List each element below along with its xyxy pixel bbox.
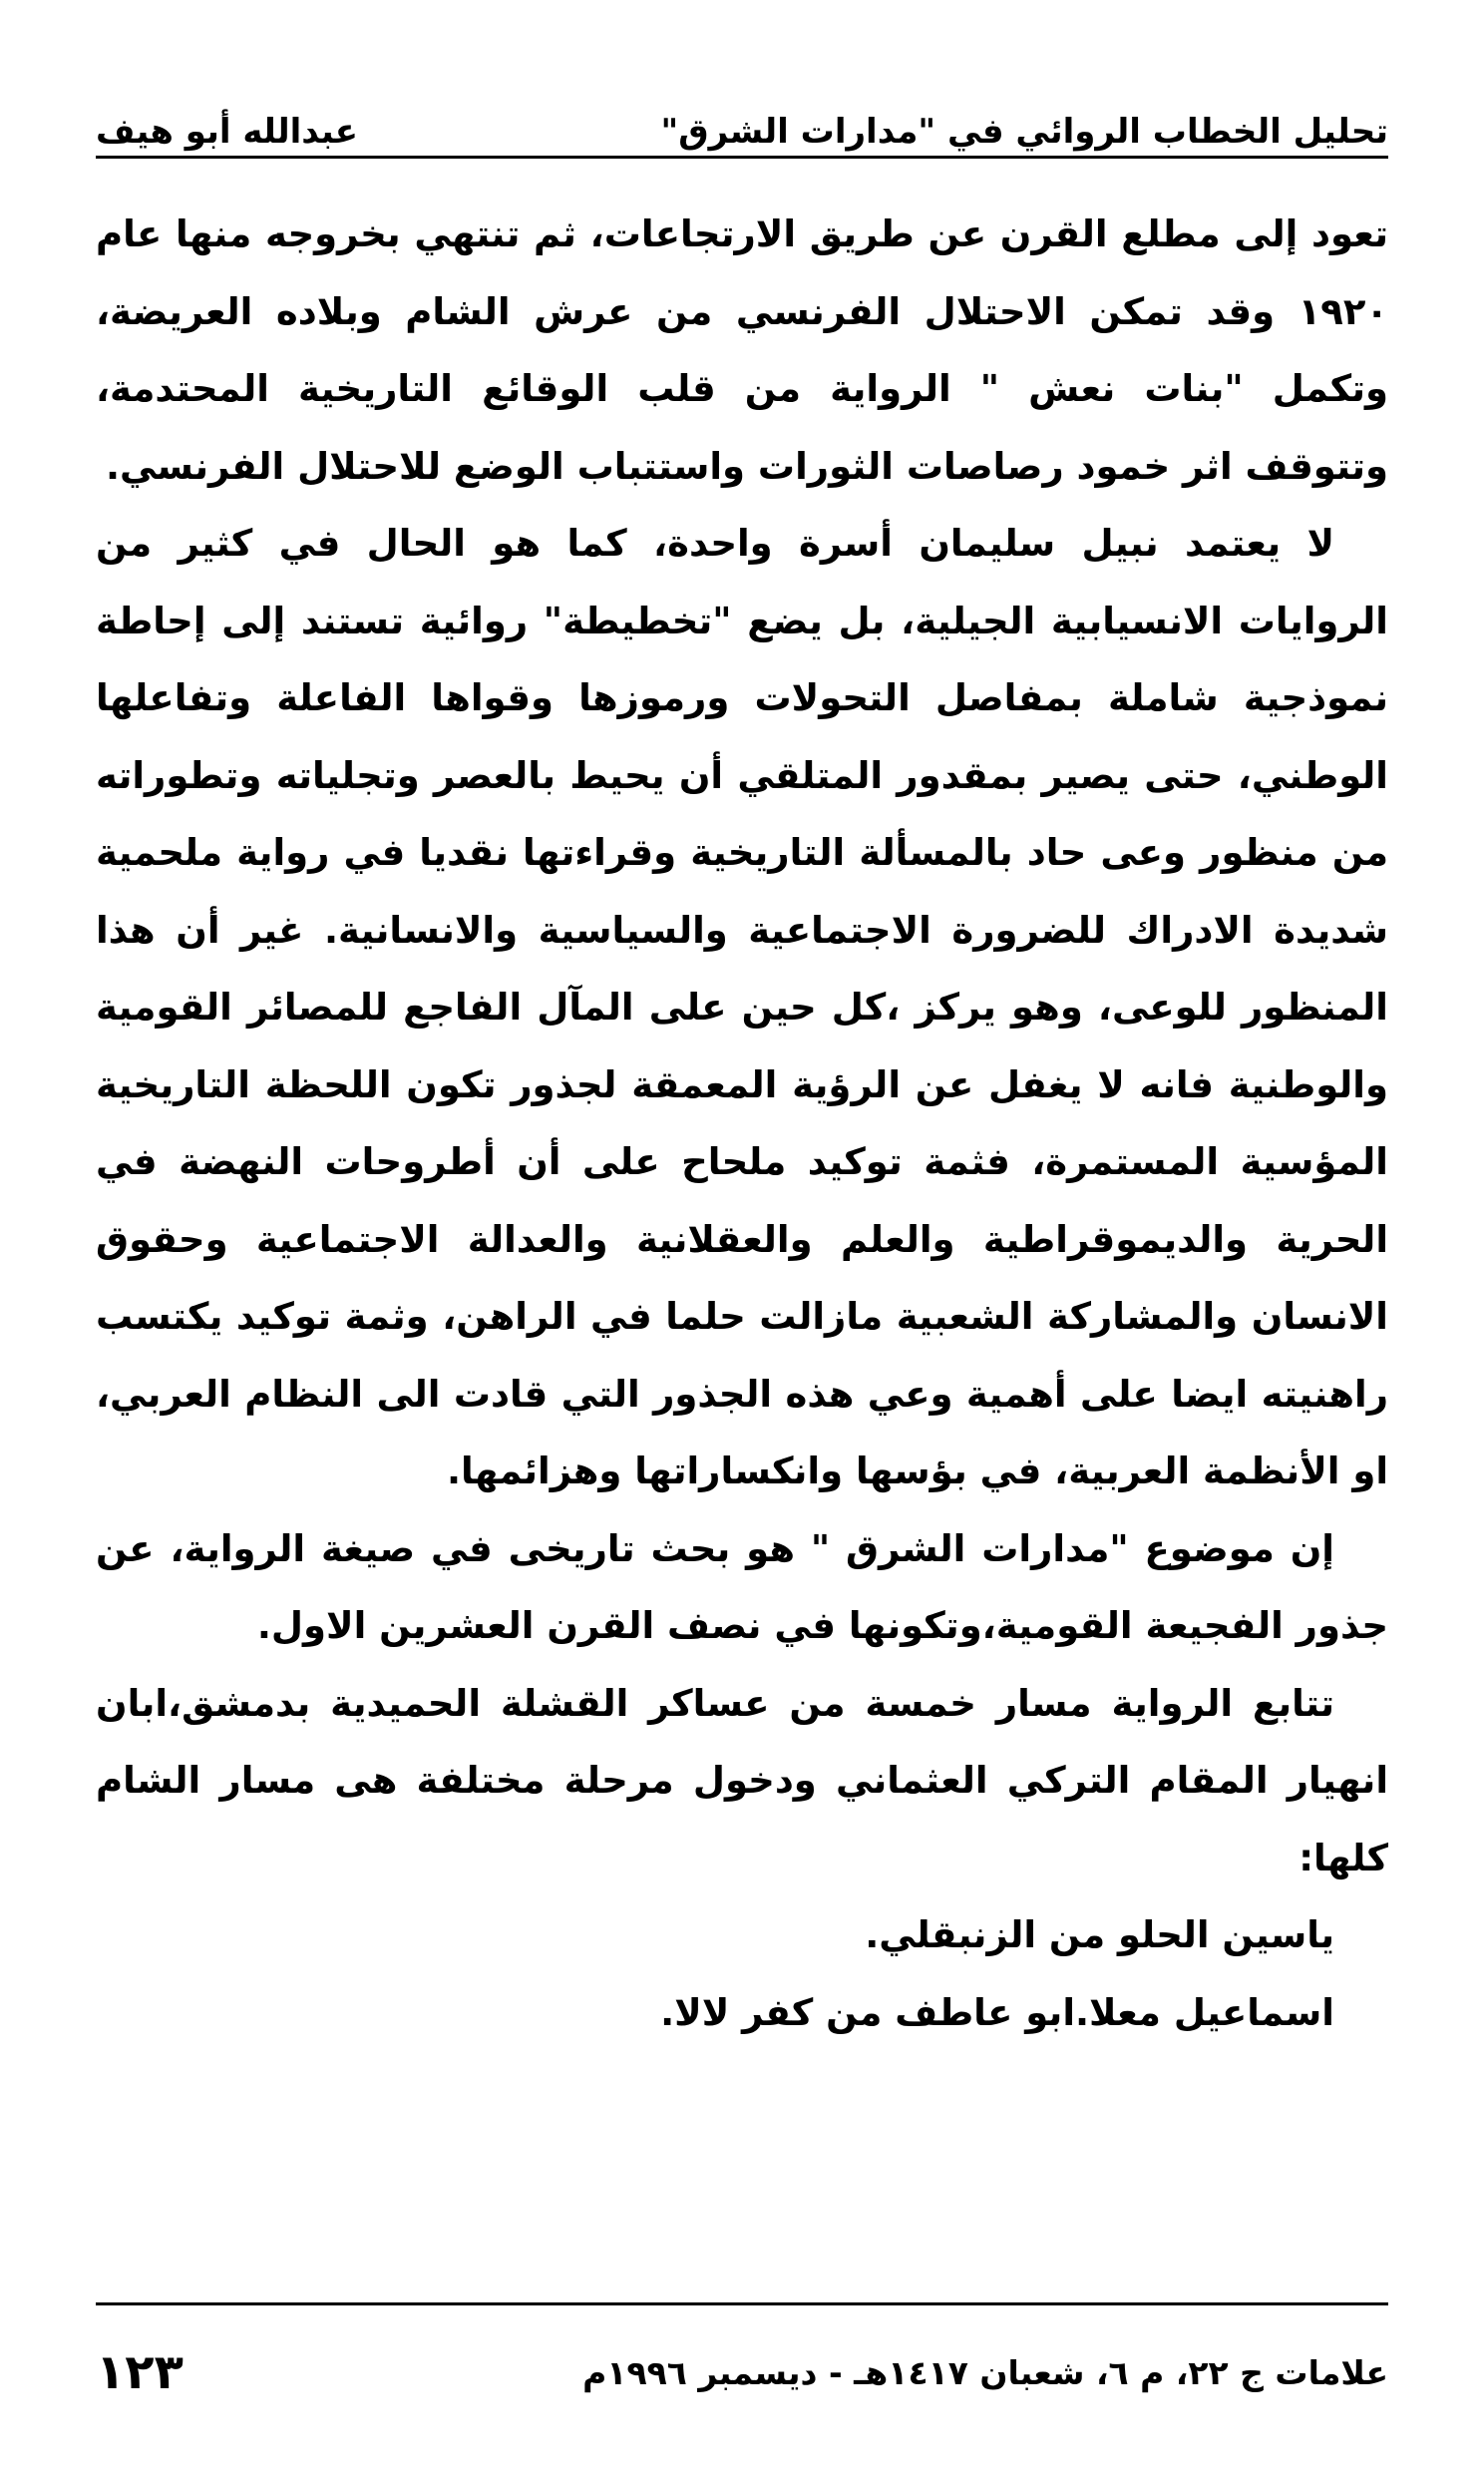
article-title: تحليل الخطاب الروائي في "مدارات الشرق" — [660, 112, 1388, 152]
running-footer — [96, 2332, 1388, 2412]
issue-info: علامات ج ٢٢، م ٦، شعبان ١٤١٧هـ - ديسمبر ١٩٩٦م — [582, 2352, 1388, 2392]
paragraph-4: تتابع الرواية مسار خمسة من عساكر القشلة الحميدية بدمشق،ابان انهيار المقام التركي العثماني ودخول مرحلة مختلفة هى مسار الشام كلها: — [96, 1681, 1388, 1879]
footer-divider — [96, 2302, 1388, 2305]
list-item: اسماعيل معلا.ابو عاطف من كفر لالا. — [660, 1990, 1334, 2034]
main-text — [96, 196, 1388, 2051]
paragraph-2: لا يعتمد نبيل سليمان أسرة واحدة، كما هو الحال في كثير من الروايات الانسيابية الجيلية، بل يضع "تخطيطة" روائية تستند إلى إحاطة نموذجية شاملة بمفاصل التحولات ورموزها وقواها الفاعلة وتفاعلها الوطني، حتى يصير بمقدور المتلقي أن يحيط بالعصر وتجلياته وتطوراته من منظور وعى حاد بالمسألة التاريخية وقراءتها نقديا في رواية ملحمية شديدة الادراك للضرورة الاجتماعية والسياسية والانسانية. غير أن هذا المنظور للوعى، وهو يركز ،كل حين على المآل الفاجع للمصائر القومية والوطنية فانه لا يغفل عن الرؤية المعمقة لجذور تكون اللحظة التاريخية المؤسية المستمرة، فثمة توكيد ملحاح على أن أطروحات النهضة في الحرية والديموقراطية والعلم والعقلانية والعدالة الاجتماعية وحقوق الانسان والمشاركة الشعبية مازالت حلما في الراهن، وثمة توكيد يكتسب راهنيته ايضا على أهمية وعي هذه الجذور التي قادت الى النظام العربي، او الأنظمة العربية، في بؤسها وانكساراتها وهزائمها. — [96, 522, 1388, 1492]
paragraph-3: إن موضوع "مدارات الشرق " هو بحث تاريخى في صيغة الرواية، عن جذور الفجيعة القومية،وتكونها في نصف القرن العشرين الاول. — [96, 1526, 1388, 1647]
list-item: ياسين الحلو من الزنبقلي. — [865, 1913, 1334, 1956]
running-header — [96, 82, 1388, 152]
header-divider — [96, 156, 1388, 159]
author-name: عبدالله أبو هيف — [96, 112, 359, 152]
page-number: ١٢٣ — [96, 2344, 184, 2400]
paragraph-1: تعود إلى مطلع القرن عن طريق الارتجاعات، ثم تنتهي بخروجه منها عام ١٩٢٠ وقد تمكن الاحتلال الفرنسي من عرش الشام وبلاده العريضة، وتكمل "بنات نعش " الرواية من قلب الوقائع التاريخية المحتدمة، وتتوقف اثر خمود رصاصات الثورات واستتباب الوضع للاحتلال الفرنسي. — [96, 212, 1388, 488]
